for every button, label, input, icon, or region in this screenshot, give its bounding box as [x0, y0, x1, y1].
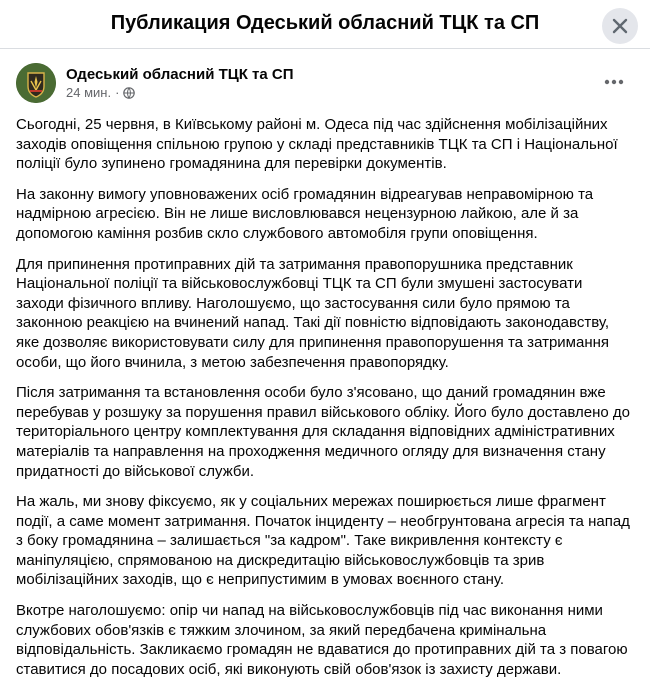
more-options-button[interactable] [598, 66, 630, 98]
post-timestamp[interactable]: 24 мин. [66, 85, 112, 100]
post-paragraph: Вкотре наголошуємо: опір чи напад на військовослужбовців під час виконання ними службових обов'язків є тяжким злочином, за який передбачена кримінальна відповідальність. Закликаємо громадян не вдаватися до протиправних дій та з повагою ставитися до посадових осіб, які виконують свій обов'язок із захисту держави. [16, 602, 628, 678]
dialog-title: Публикация Одеський обласний ТЦК та СП [110, 11, 540, 34]
dialog-header [0, 0, 650, 49]
post-paragraph: На законну вимогу уповноважених осіб громадянин відреагував неправомірною та надмірною агресією. Він не лише висловлювався нецензурною лайкою, але й за допомогою каміння розбив скло службового автомобіля групи оповіщення. [16, 185, 594, 242]
close-button[interactable] [602, 8, 638, 44]
meta-separator: · [115, 85, 120, 100]
post-body [0, 115, 650, 679]
author-name[interactable]: Одеський обласний ТЦК та СП [66, 66, 294, 83]
military-emblem-icon [16, 63, 56, 103]
post-paragraph: Після затримання та встановлення особи було з'ясовано, що даний громадянин вже перебував у розшуку за порушення правил військового обліку. Його було доставлено до територіального центру комплектування для складання відповідних адміністративних матеріалів та направлення на проходження медичного огляду для визначення стану придатності до військової служби. [16, 384, 631, 480]
author-meta [66, 65, 294, 101]
post-paragraph: Для припинення протиправних дій та затримання правопорушника представник Національної поліції та військовослужбовці ТЦК та СП були змушені застосувати заходи фізичного впливу. Наголошуємо, що застосування сили було прямою та законною реакцією на вчинений напад. Такі дії повністю відповідають законодавству, яке дозволяє використовувати силу для припинення правопорушення та затримання особи, що його вчинила, з метою забезпечення правопорядку. [16, 255, 610, 371]
avatar[interactable] [16, 63, 56, 103]
post-paragraph: На жаль, ми знову фіксуємо, як у соціальних мережах поширюється лише фрагмент події, а саме момент затримання. Початок інциденту – необгрунтована агресія та напад з боку громадянина – залишається "за кадром". Таке викривлення контексту є маніпуляцією, спрямованою на дискредитацію військовослужбовців та зрив мобілізаційних заходів, що є неприпустимим в умовах воєнного стану. [16, 493, 630, 589]
post-paragraph: Сьогодні, 25 червня, в Київському районі м. Одеса під час здійснення мобілізаційних заходів оповіщення спільною групою у складі представників ТЦК та СП і Національної поліції було зупинено громадянина для перевірки документів. [16, 116, 618, 173]
post-author-row [0, 62, 650, 104]
globe-icon[interactable] [123, 87, 135, 99]
post-meta [66, 85, 294, 101]
more-options-icon [604, 79, 624, 85]
close-icon [610, 16, 630, 36]
